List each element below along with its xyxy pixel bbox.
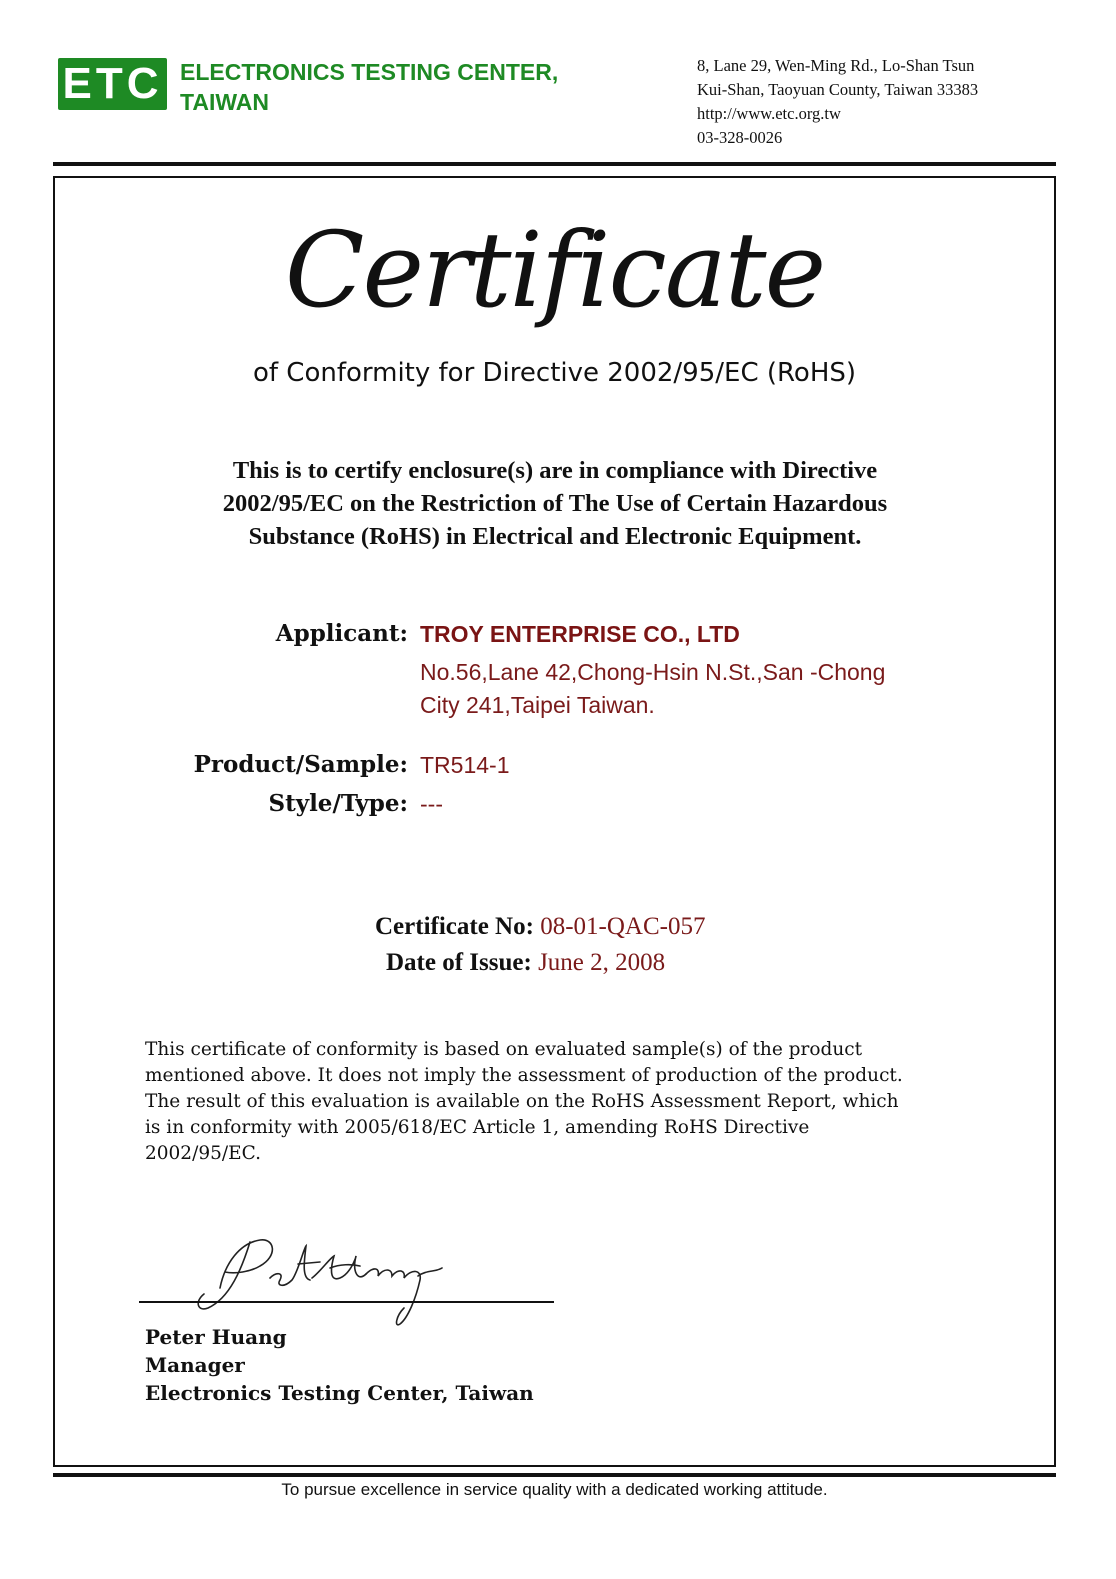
statement-line: 2002/95/EC on the Restriction of The Use of Certain Hazardous xyxy=(222,490,888,517)
applicant-name: TROY ENTERPRISE CO., LTD xyxy=(420,621,740,647)
contact-info xyxy=(697,54,1097,150)
etc-logo: ETC xyxy=(58,58,167,110)
signer-name: Peter Huang xyxy=(145,1325,287,1349)
certificate-number-value: 08-01-QAC-057 xyxy=(540,913,706,940)
compliance-statement xyxy=(180,454,930,553)
issue-date-value: June 2, 2008 xyxy=(538,949,666,976)
issue-date-label: Date of Issue: xyxy=(386,949,532,976)
address-line1: 8, Lane 29, Wen-Ming Rd., Lo-Shan Tsun xyxy=(697,56,975,75)
applicant-label: Applicant: xyxy=(275,620,408,647)
disclaimer-line: This certificate of conformity is based on evaluated sample(s) of the product xyxy=(145,1039,863,1060)
signature-line xyxy=(139,1301,554,1303)
issue-date-row xyxy=(386,946,665,980)
disclaimer-line: mentioned above. It does not imply the assessment of production of the product. xyxy=(145,1065,903,1086)
disclaimer-line: The result of this evaluation is available on the RoHS Assessment Report, which xyxy=(145,1091,899,1112)
signer-block xyxy=(145,1323,645,1407)
product-label: Product/Sample: xyxy=(193,751,408,778)
signer-title: Manager xyxy=(145,1353,245,1377)
certificate-title: Certificate xyxy=(284,209,825,331)
organization-name xyxy=(180,57,640,117)
address-line2: Kui-Shan, Taoyuan County, Taiwan 33383 xyxy=(697,80,979,99)
disclaimer-line: 2002/95/EC. xyxy=(145,1143,261,1164)
org-name-line1: ELECTRONICS TESTING CENTER, xyxy=(180,59,559,85)
applicant-address-line2: City 241,Taipei Taiwan. xyxy=(420,692,655,718)
statement-line: This is to certify enclosure(s) are in compliance with Directive xyxy=(232,457,878,484)
disclaimer-paragraph xyxy=(145,1037,985,1167)
style-value: --- xyxy=(420,791,443,817)
phone-number: 03-328-0026 xyxy=(697,128,783,147)
certificate-number-row xyxy=(375,910,705,944)
statement-line: Substance (RoHS) in Electrical and Electronic Equipment. xyxy=(248,523,862,550)
website-link[interactable]: http://www.etc.org.tw xyxy=(697,104,841,123)
style-label: Style/Type: xyxy=(268,790,408,817)
certificate-subtitle: of Conformity for Directive 2002/95/EC (RoHS) xyxy=(252,358,857,388)
footer-motto: To pursue excellence in service quality with a dedicated working attitude. xyxy=(281,1480,828,1499)
signer-organization: Electronics Testing Center, Taiwan xyxy=(145,1381,534,1405)
org-name-line2: TAIWAN xyxy=(180,89,270,115)
applicant-address-line1: No.56,Lane 42,Chong-Hsin N.St.,San -Chong xyxy=(420,659,886,685)
certificate-number-label: Certificate No: xyxy=(375,913,534,940)
disclaimer-line: is in conformity with 2005/618/EC Article 1, amending RoHS Directive xyxy=(145,1117,810,1138)
header-divider xyxy=(53,162,1056,166)
footer-divider xyxy=(53,1473,1056,1477)
product-value: TR514-1 xyxy=(420,752,510,778)
